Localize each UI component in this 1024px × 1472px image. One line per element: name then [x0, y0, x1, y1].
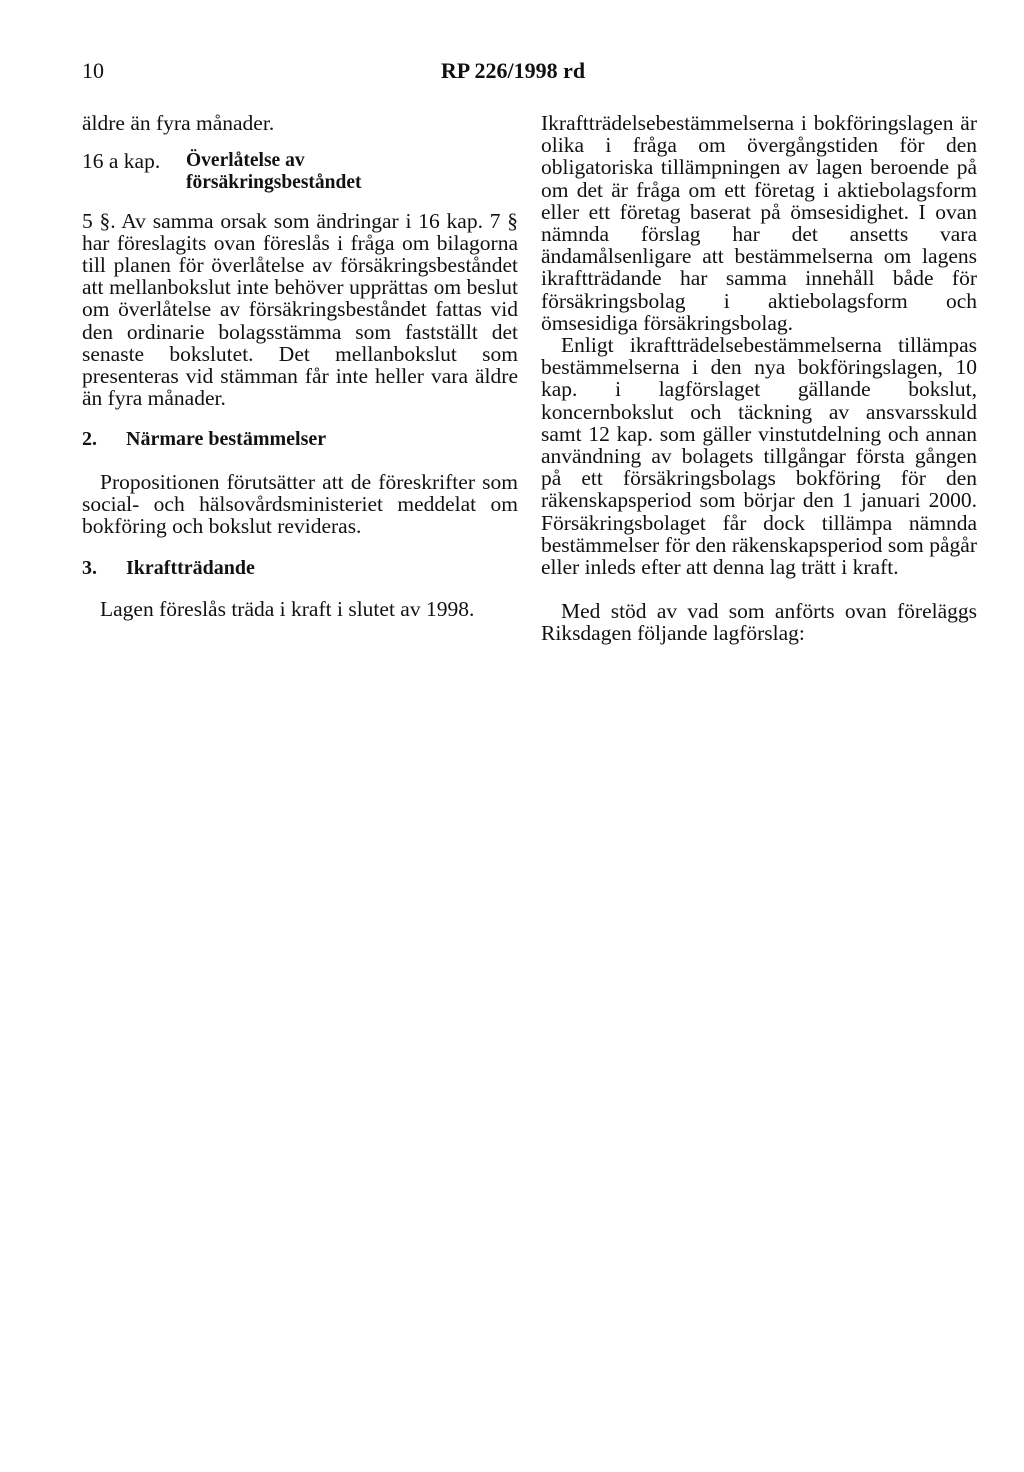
page-number: 10	[82, 58, 104, 83]
document-reference: RP 226/1998 rd	[440, 58, 586, 83]
chapter-heading	[82, 150, 518, 194]
section-title: Närmare bestämmelser	[126, 428, 327, 451]
paragraph: Ikraftträdelsebestämmelserna i bokföringslagen är olika i fråga om övergångstiden för den obligatoriska tillämpningen av lagen beroende på om det är fråga om ett företag i aktiebolagsform eller ett företag baserat på ömsesidighet. I ovan nämnda förslag har det ansetts vara ändamålsenligare att bestämmelserna om lagens ikraftträdande har samma innehåll både för försäkringsbolag i aktiebolagsform och ömsesidiga försäkringsbolag.	[541, 111, 977, 335]
section-number: 2.	[82, 428, 97, 451]
section-heading-3	[82, 557, 518, 579]
continued-text: äldre än fyra månader.	[82, 111, 275, 135]
left-column	[82, 112, 518, 621]
chapter-label: 16 a kap.	[82, 149, 161, 174]
chapter-title: Överlåtelse av försäkringsbeståndet	[186, 150, 362, 194]
page-header	[82, 58, 944, 88]
section-number: 3.	[82, 557, 97, 580]
section-5-paragraph: 5 §. Av samma orsak som ändringar i 16 kap. 7 § har föreslagits ovan föreslås i fråga om bilagorna till planen för överlåtelse av försäkringsbeståndet att mellanbokslut inte behöver upprättas om beslut om överlåtelse av försäkringsbeståndet fattas vid den ordinarie bolagsstämma som fastställt det senaste bokslutet. Det mellanbokslut som presenteras vid stämman får inte heller vara äldre än fyra månader.	[82, 208, 518, 411]
closing-paragraph: Med stöd av vad som anförts ovan föreläggs Riksdagen följande lagförslag:	[541, 599, 977, 646]
right-column	[541, 112, 977, 645]
section-2-paragraph: Propositionen förutsätter att de föreskrifter som social- och hälsovårdsministeriet meddelat om bokföring och bokslut revideras.	[82, 469, 518, 539]
section-3-paragraph: Lagen föreslås träda i kraft i slutet av 1998.	[100, 597, 475, 622]
section-heading-2	[82, 428, 518, 450]
section-title: Ikraftträdande	[126, 557, 255, 580]
paragraph: Enligt ikraftträdelsebestämmelserna tillämpas bestämmelserna i den nya bokföringslagen, 10 kap. i lagförslaget gällande bokslut, koncernbokslut och täckning av ansvarsskuld samt 12 kap. som gäller vinstutdelning och annan användning av bolagets tillgångar första gången på ett försäkringsbolags bokföring för den räkenskapsperiod som börjar den 1 januari 2000. Försäkringsbolaget får dock tillämpa nämnda bestämmelser för den räkenskapsperiod som pågår eller inleds efter att denna lag trätt i kraft.	[541, 333, 977, 580]
